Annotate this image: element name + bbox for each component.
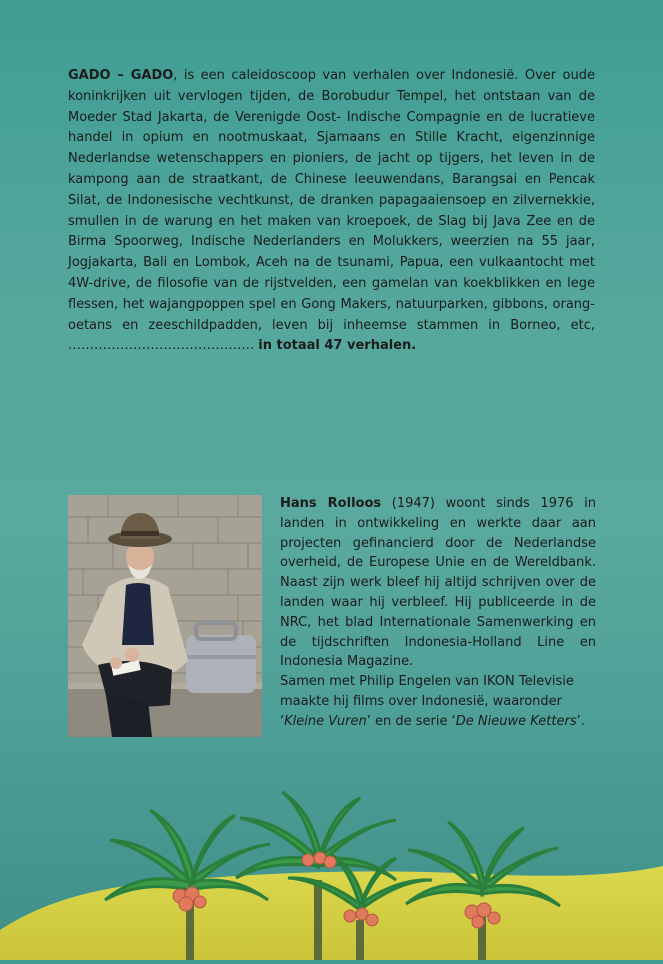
author-bio [280,494,596,732]
bio-paragraph [280,494,596,672]
author-name: Hans Rolloos [280,496,382,511]
films-mid: ’ en de serie ‘ [366,713,456,729]
film-title-kleine-vuren: Kleine Vuren [284,713,367,729]
author-photo [68,495,262,737]
back-cover-blurb [68,66,595,357]
palm-tree-painting [0,770,663,960]
blurb-text: , is een caleidoscoop van verhalen over Indonesië. Over oude koninkrijken uit vervlogen tijden, de Borobudur Tempel, het ontstaan van de Moeder Stad Jakarta, de Verenigde Oost- Indische Compagnie en de lucratieve handel in opium en nootmuskaat, Sjamaans en Stille Kracht, eigenzinnige Nederlandse wetenschappers en pioniers, de jacht op tijgers, het leven in de kampong aan de straatkant, de Chinese leeuwendans, Barangsai en Pencak Silat, de Indonesische vechtkunst, de dranken papagaaiensoep en zilvernekkie, smullen in de warung en het maken van kroepoek, de Slag bij Java Zee en de Birma Spoorweg, Indische Nederlanders en Molukkers, weerzien na 55 jaar, Jogjakarta, Bali en Lombok, Aceh na de tsunami, Papua, een vulkaantocht met 4W-drive, de filosofie van de rijstvelden, een gamelan van koekblikken en lege flessen, het wajangpoppen spel en Gong Makers, natuurparken, gibbons, orang-oetans en zeeschildpadden, leven bij inheemse stammen in Borneo, etc, ……………………………………. [68,68,596,354]
bio-text: (1947) woont sinds 1976 in landen in ontwikkeling en werkte daar aan projecten gefinancierd door de Nederlandse overheid, de Europese Unie en de Wereldbank. Naast zijn werk bleef hij altijd schrijven over de landen waar hij verbleef. Hij publiceerde in de NRC, het blad Internationale Samenwerking en de tijdschriften Indonesia-Holland Line en Indonesia Magazine. [280,496,597,670]
film-title-de-nieuwe-ketters: De Nieuwe Ketters [455,713,577,729]
book-title: GADO – GADO [68,68,174,83]
films-end: ’. [576,713,585,729]
story-count: in totaal 47 verhalen. [258,338,417,354]
films-intro: Samen met Philip Engelen van IKON Televisie maakte hij films over Indonesië, waaronder ‘ [280,674,574,729]
films-paragraph [280,672,596,731]
